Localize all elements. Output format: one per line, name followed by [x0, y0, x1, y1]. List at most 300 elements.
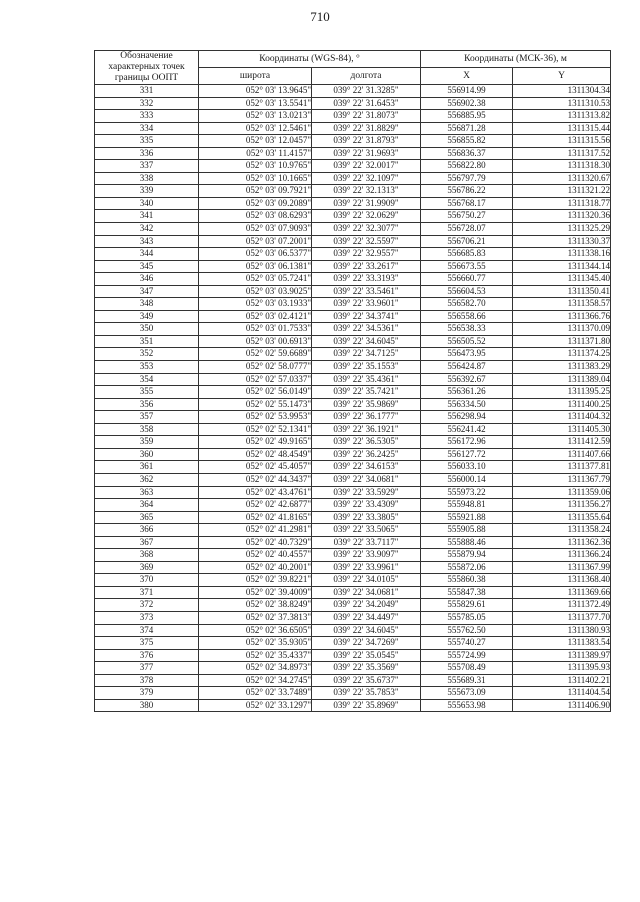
y-coordinate-cell: 1311320.67	[513, 172, 611, 185]
longitude-cell: 039° 22' 33.4309"	[312, 499, 421, 512]
x-coordinate-cell: 555905.88	[421, 524, 513, 537]
point-number-cell: 340	[95, 197, 199, 210]
table-row	[95, 561, 611, 574]
point-number-cell: 348	[95, 298, 199, 311]
point-number-cell: 339	[95, 185, 199, 198]
latitude-cell: 052° 02' 35.4337"	[199, 649, 312, 662]
y-coordinate-cell: 1311371.80	[513, 335, 611, 348]
table-row	[95, 624, 611, 637]
x-coordinate-cell: 555689.31	[421, 674, 513, 687]
longitude-cell: 039° 22' 33.3193"	[312, 273, 421, 286]
y-coordinate-cell: 1311404.54	[513, 687, 611, 700]
point-number-cell: 365	[95, 511, 199, 524]
longitude-cell: 039° 22' 35.8969"	[312, 699, 421, 712]
point-number-cell: 349	[95, 310, 199, 323]
x-coordinate-cell: 556673.55	[421, 260, 513, 273]
longitude-cell: 039° 22' 31.9693"	[312, 147, 421, 160]
y-coordinate-cell: 1311358.24	[513, 524, 611, 537]
table-row	[95, 348, 611, 361]
longitude-cell: 039° 22' 34.0681"	[312, 473, 421, 486]
table-row	[95, 674, 611, 687]
page-number: 710	[310, 9, 330, 24]
latitude-cell: 052° 03' 00.6913"	[199, 335, 312, 348]
table-row	[95, 97, 611, 110]
latitude-cell: 052° 02' 33.1297"	[199, 699, 312, 712]
latitude-cell: 052° 03' 12.5461"	[199, 122, 312, 135]
longitude-cell: 039° 22' 32.1097"	[312, 172, 421, 185]
y-coordinate-cell: 1311407.66	[513, 448, 611, 461]
point-number-cell: 351	[95, 335, 199, 348]
y-coordinate-cell: 1311313.82	[513, 110, 611, 123]
latitude-cell: 052° 03' 12.0457"	[199, 135, 312, 148]
latitude-cell: 052° 03' 08.6293"	[199, 210, 312, 223]
point-number-cell: 352	[95, 348, 199, 361]
point-number-cell: 370	[95, 574, 199, 587]
longitude-cell: 039° 22' 34.2049"	[312, 599, 421, 612]
x-coordinate-cell: 556855.82	[421, 135, 513, 148]
point-number-cell: 376	[95, 649, 199, 662]
point-number-cell: 336	[95, 147, 199, 160]
point-number-cell: 377	[95, 662, 199, 675]
point-number-cell: 338	[95, 172, 199, 185]
longitude-cell: 039° 22' 33.7117"	[312, 536, 421, 549]
table-row	[95, 160, 611, 173]
table-row	[95, 197, 611, 210]
table-row	[95, 611, 611, 624]
table-row	[95, 423, 611, 436]
x-coordinate-cell: 555829.61	[421, 599, 513, 612]
table-row	[95, 335, 611, 348]
x-coordinate-cell: 555888.46	[421, 536, 513, 549]
latitude-cell: 052° 03' 02.4121"	[199, 310, 312, 323]
x-coordinate-cell: 556706.21	[421, 235, 513, 248]
header-point-designation: Обозначение характерных точек границы ООПТ	[95, 51, 199, 85]
latitude-cell: 052° 02' 37.3813"	[199, 611, 312, 624]
longitude-cell: 039° 22' 36.1777"	[312, 411, 421, 424]
longitude-cell: 039° 22' 36.5305"	[312, 436, 421, 449]
x-coordinate-cell: 556728.07	[421, 223, 513, 236]
table-row	[95, 361, 611, 374]
y-coordinate-cell: 1311377.70	[513, 611, 611, 624]
longitude-cell: 039° 22' 31.8073"	[312, 110, 421, 123]
latitude-cell: 052° 02' 45.4057"	[199, 461, 312, 474]
y-coordinate-cell: 1311344.14	[513, 260, 611, 273]
point-number-cell: 362	[95, 473, 199, 486]
latitude-cell: 052° 02' 53.9953"	[199, 411, 312, 424]
point-number-cell: 356	[95, 398, 199, 411]
latitude-cell: 052° 02' 34.2745"	[199, 674, 312, 687]
table-row	[95, 147, 611, 160]
longitude-cell: 039° 22' 35.6737"	[312, 674, 421, 687]
y-coordinate-cell: 1311400.25	[513, 398, 611, 411]
longitude-cell: 039° 22' 34.3741"	[312, 310, 421, 323]
point-number-cell: 357	[95, 411, 199, 424]
point-number-cell: 372	[95, 599, 199, 612]
longitude-cell: 039° 22' 34.7125"	[312, 348, 421, 361]
longitude-cell: 039° 22' 32.9557"	[312, 248, 421, 261]
x-coordinate-cell: 556836.37	[421, 147, 513, 160]
longitude-cell: 039° 22' 33.9097"	[312, 549, 421, 562]
latitude-cell: 052° 02' 38.8249"	[199, 599, 312, 612]
y-coordinate-cell: 1311321.22	[513, 185, 611, 198]
latitude-cell: 052° 02' 42.6877"	[199, 499, 312, 512]
latitude-cell: 052° 03' 13.0213"	[199, 110, 312, 123]
x-coordinate-cell: 556000.14	[421, 473, 513, 486]
longitude-cell: 039° 22' 36.2425"	[312, 448, 421, 461]
x-coordinate-cell: 556822.80	[421, 160, 513, 173]
y-coordinate-cell: 1311377.81	[513, 461, 611, 474]
latitude-cell: 052° 03' 09.7921"	[199, 185, 312, 198]
x-coordinate-cell: 555879.94	[421, 549, 513, 562]
table-row	[95, 85, 611, 98]
latitude-cell: 052° 02' 41.8165"	[199, 511, 312, 524]
y-coordinate-cell: 1311370.09	[513, 323, 611, 336]
point-number-cell: 368	[95, 549, 199, 562]
y-coordinate-cell: 1311359.06	[513, 486, 611, 499]
header-longitude: долгота	[312, 68, 421, 85]
latitude-cell: 052° 02' 58.0777"	[199, 361, 312, 374]
x-coordinate-cell: 556127.72	[421, 448, 513, 461]
y-coordinate-cell: 1311406.90	[513, 699, 611, 712]
point-number-cell: 345	[95, 260, 199, 273]
table-row	[95, 310, 611, 323]
longitude-cell: 039° 22' 32.5597"	[312, 235, 421, 248]
point-number-cell: 359	[95, 436, 199, 449]
point-number-cell: 354	[95, 373, 199, 386]
latitude-cell: 052° 02' 55.1473"	[199, 398, 312, 411]
table-row	[95, 461, 611, 474]
y-coordinate-cell: 1311383.54	[513, 637, 611, 650]
latitude-cell: 052° 02' 35.9305"	[199, 637, 312, 650]
y-coordinate-cell: 1311367.79	[513, 473, 611, 486]
y-coordinate-cell: 1311380.93	[513, 624, 611, 637]
longitude-cell: 039° 22' 33.2617"	[312, 260, 421, 273]
table-row	[95, 323, 611, 336]
longitude-cell: 039° 22' 33.5065"	[312, 524, 421, 537]
y-coordinate-cell: 1311367.99	[513, 561, 611, 574]
table-row	[95, 549, 611, 562]
longitude-cell: 039° 22' 35.7421"	[312, 386, 421, 399]
y-coordinate-cell: 1311350.41	[513, 285, 611, 298]
y-coordinate-cell: 1311389.04	[513, 373, 611, 386]
longitude-cell: 039° 22' 31.6453"	[312, 97, 421, 110]
point-number-cell: 342	[95, 223, 199, 236]
table-row	[95, 411, 611, 424]
table-row	[95, 110, 611, 123]
y-coordinate-cell: 1311362.36	[513, 536, 611, 549]
longitude-cell: 039° 22' 34.4497"	[312, 611, 421, 624]
latitude-cell: 052° 03' 05.7241"	[199, 273, 312, 286]
x-coordinate-cell: 556582.70	[421, 298, 513, 311]
latitude-cell: 052° 02' 34.8973"	[199, 662, 312, 675]
y-coordinate-cell: 1311374.25	[513, 348, 611, 361]
longitude-cell: 039° 22' 32.1313"	[312, 185, 421, 198]
table-row	[95, 448, 611, 461]
point-number-cell: 334	[95, 122, 199, 135]
y-coordinate-cell: 1311389.97	[513, 649, 611, 662]
table-body	[95, 85, 611, 712]
x-coordinate-cell: 556172.96	[421, 436, 513, 449]
latitude-cell: 052° 03' 01.7533"	[199, 323, 312, 336]
point-number-cell: 360	[95, 448, 199, 461]
latitude-cell: 052° 02' 52.1341"	[199, 423, 312, 436]
y-coordinate-cell: 1311369.66	[513, 586, 611, 599]
table-row	[95, 273, 611, 286]
header-y: Y	[513, 68, 611, 85]
table-row	[95, 586, 611, 599]
latitude-cell: 052° 03' 13.9645"	[199, 85, 312, 98]
latitude-cell: 052° 03' 03.1933"	[199, 298, 312, 311]
x-coordinate-cell: 556334.50	[421, 398, 513, 411]
point-number-cell: 335	[95, 135, 199, 148]
y-coordinate-cell: 1311310.53	[513, 97, 611, 110]
latitude-cell: 052° 02' 41.2981"	[199, 524, 312, 537]
x-coordinate-cell: 556768.17	[421, 197, 513, 210]
longitude-cell: 039° 22' 32.0017"	[312, 160, 421, 173]
x-coordinate-cell: 556241.42	[421, 423, 513, 436]
y-coordinate-cell: 1311395.93	[513, 662, 611, 675]
point-number-cell: 332	[95, 97, 199, 110]
longitude-cell: 039° 22' 34.6045"	[312, 624, 421, 637]
x-coordinate-cell: 556473.95	[421, 348, 513, 361]
table-row	[95, 298, 611, 311]
table-row	[95, 185, 611, 198]
coordinates-table	[94, 50, 611, 712]
table-row	[95, 524, 611, 537]
y-coordinate-cell: 1311412.59	[513, 436, 611, 449]
point-number-cell: 344	[95, 248, 199, 261]
x-coordinate-cell: 556885.95	[421, 110, 513, 123]
point-number-cell: 361	[95, 461, 199, 474]
longitude-cell: 039° 22' 33.5461"	[312, 285, 421, 298]
y-coordinate-cell: 1311358.57	[513, 298, 611, 311]
longitude-cell: 039° 22' 34.6045"	[312, 335, 421, 348]
longitude-cell: 039° 22' 33.9961"	[312, 561, 421, 574]
point-number-cell: 374	[95, 624, 199, 637]
y-coordinate-cell: 1311395.25	[513, 386, 611, 399]
point-number-cell: 367	[95, 536, 199, 549]
latitude-cell: 052° 03' 13.5541"	[199, 97, 312, 110]
latitude-cell: 052° 02' 33.7489"	[199, 687, 312, 700]
table-row	[95, 511, 611, 524]
table-row	[95, 248, 611, 261]
x-coordinate-cell: 556392.67	[421, 373, 513, 386]
latitude-cell: 052° 02' 39.4009"	[199, 586, 312, 599]
longitude-cell: 039° 22' 35.3569"	[312, 662, 421, 675]
point-number-cell: 364	[95, 499, 199, 512]
point-number-cell: 371	[95, 586, 199, 599]
point-number-cell: 350	[95, 323, 199, 336]
latitude-cell: 052° 03' 11.4157"	[199, 147, 312, 160]
point-number-cell: 366	[95, 524, 199, 537]
x-coordinate-cell: 556786.22	[421, 185, 513, 198]
table-row	[95, 172, 611, 185]
point-number-cell: 333	[95, 110, 199, 123]
latitude-cell: 052° 02' 48.4549"	[199, 448, 312, 461]
longitude-cell: 039° 22' 34.5361"	[312, 323, 421, 336]
y-coordinate-cell: 1311383.29	[513, 361, 611, 374]
x-coordinate-cell: 556424.87	[421, 361, 513, 374]
point-number-cell: 346	[95, 273, 199, 286]
x-coordinate-cell: 556505.52	[421, 335, 513, 348]
x-coordinate-cell: 556604.53	[421, 285, 513, 298]
y-coordinate-cell: 1311317.52	[513, 147, 611, 160]
x-coordinate-cell: 555653.98	[421, 699, 513, 712]
table-row	[95, 235, 611, 248]
point-number-cell: 369	[95, 561, 199, 574]
point-number-cell: 355	[95, 386, 199, 399]
latitude-cell: 052° 02' 44.3437"	[199, 473, 312, 486]
table-row	[95, 436, 611, 449]
point-number-cell: 347	[95, 285, 199, 298]
latitude-cell: 052° 02' 40.4557"	[199, 549, 312, 562]
y-coordinate-cell: 1311318.30	[513, 160, 611, 173]
x-coordinate-cell: 555785.05	[421, 611, 513, 624]
table-row	[95, 536, 611, 549]
longitude-cell: 039° 22' 34.0681"	[312, 586, 421, 599]
latitude-cell: 052° 02' 40.2001"	[199, 561, 312, 574]
y-coordinate-cell: 1311405.30	[513, 423, 611, 436]
y-coordinate-cell: 1311355.64	[513, 511, 611, 524]
latitude-cell: 052° 02' 40.7329"	[199, 536, 312, 549]
table-row	[95, 599, 611, 612]
y-coordinate-cell: 1311320.36	[513, 210, 611, 223]
x-coordinate-cell: 555973.22	[421, 486, 513, 499]
x-coordinate-cell: 556033.10	[421, 461, 513, 474]
longitude-cell: 039° 22' 35.0545"	[312, 649, 421, 662]
x-coordinate-cell: 556361.26	[421, 386, 513, 399]
latitude-cell: 052° 02' 59.6689"	[199, 348, 312, 361]
y-coordinate-cell: 1311345.40	[513, 273, 611, 286]
table-row	[95, 260, 611, 273]
x-coordinate-cell: 556298.94	[421, 411, 513, 424]
x-coordinate-cell: 556871.28	[421, 122, 513, 135]
point-number-cell: 358	[95, 423, 199, 436]
table-row	[95, 574, 611, 587]
latitude-cell: 052° 03' 06.1381"	[199, 260, 312, 273]
longitude-cell: 039° 22' 33.5929"	[312, 486, 421, 499]
y-coordinate-cell: 1311315.44	[513, 122, 611, 135]
x-coordinate-cell: 556902.38	[421, 97, 513, 110]
x-coordinate-cell: 556750.27	[421, 210, 513, 223]
longitude-cell: 039° 22' 31.9909"	[312, 197, 421, 210]
x-coordinate-cell: 555708.49	[421, 662, 513, 675]
longitude-cell: 039° 22' 34.7269"	[312, 637, 421, 650]
longitude-cell: 039° 22' 36.1921"	[312, 423, 421, 436]
y-coordinate-cell: 1311402.21	[513, 674, 611, 687]
table-row	[95, 122, 611, 135]
table-row	[95, 473, 611, 486]
table-row	[95, 687, 611, 700]
longitude-cell: 039° 22' 33.3805"	[312, 511, 421, 524]
x-coordinate-cell: 555847.38	[421, 586, 513, 599]
x-coordinate-cell: 556685.83	[421, 248, 513, 261]
table-row	[95, 386, 611, 399]
table-row	[95, 210, 611, 223]
table-row	[95, 285, 611, 298]
latitude-cell: 052° 03' 07.2001"	[199, 235, 312, 248]
latitude-cell: 052° 03' 06.5377"	[199, 248, 312, 261]
longitude-cell: 039° 22' 32.3077"	[312, 223, 421, 236]
latitude-cell: 052° 02' 57.0337"	[199, 373, 312, 386]
y-coordinate-cell: 1311325.29	[513, 223, 611, 236]
table-row	[95, 398, 611, 411]
x-coordinate-cell: 556558.66	[421, 310, 513, 323]
y-coordinate-cell: 1311338.16	[513, 248, 611, 261]
header-msk36-coordinates: Координаты (МСК-36), м	[421, 51, 611, 68]
x-coordinate-cell: 556914.99	[421, 85, 513, 98]
x-coordinate-cell: 555921.88	[421, 511, 513, 524]
y-coordinate-cell: 1311366.76	[513, 310, 611, 323]
point-number-cell: 363	[95, 486, 199, 499]
y-coordinate-cell: 1311304.34	[513, 85, 611, 98]
latitude-cell: 052° 02' 36.6505"	[199, 624, 312, 637]
table-row	[95, 135, 611, 148]
x-coordinate-cell: 555673.09	[421, 687, 513, 700]
table-row	[95, 499, 611, 512]
x-coordinate-cell: 555724.99	[421, 649, 513, 662]
y-coordinate-cell: 1311368.40	[513, 574, 611, 587]
latitude-cell: 052° 02' 56.0149"	[199, 386, 312, 399]
table-row	[95, 662, 611, 675]
latitude-cell: 052° 03' 10.1665"	[199, 172, 312, 185]
point-number-cell: 375	[95, 637, 199, 650]
longitude-cell: 039° 22' 32.0629"	[312, 210, 421, 223]
longitude-cell: 039° 22' 31.8793"	[312, 135, 421, 148]
point-number-cell: 343	[95, 235, 199, 248]
x-coordinate-cell: 556538.33	[421, 323, 513, 336]
point-number-cell: 379	[95, 687, 199, 700]
latitude-cell: 052° 02' 39.8221"	[199, 574, 312, 587]
longitude-cell: 039° 22' 35.4361"	[312, 373, 421, 386]
table-row	[95, 223, 611, 236]
x-coordinate-cell: 556660.77	[421, 273, 513, 286]
longitude-cell: 039° 22' 33.9601"	[312, 298, 421, 311]
y-coordinate-cell: 1311404.32	[513, 411, 611, 424]
longitude-cell: 039° 22' 35.1553"	[312, 361, 421, 374]
longitude-cell: 039° 22' 34.0105"	[312, 574, 421, 587]
point-number-cell: 331	[95, 85, 199, 98]
y-coordinate-cell: 1311372.49	[513, 599, 611, 612]
point-number-cell: 378	[95, 674, 199, 687]
x-coordinate-cell: 555740.27	[421, 637, 513, 650]
latitude-cell: 052° 02' 49.9165"	[199, 436, 312, 449]
y-coordinate-cell: 1311330.37	[513, 235, 611, 248]
table-row	[95, 637, 611, 650]
header-wgs84-coordinates: Координаты (WGS-84), °	[199, 51, 421, 68]
y-coordinate-cell: 1311318.77	[513, 197, 611, 210]
point-number-cell: 337	[95, 160, 199, 173]
longitude-cell: 039° 22' 34.6153"	[312, 461, 421, 474]
point-number-cell: 353	[95, 361, 199, 374]
table-row	[95, 649, 611, 662]
header-x: X	[421, 68, 513, 85]
longitude-cell: 039° 22' 35.9869"	[312, 398, 421, 411]
y-coordinate-cell: 1311366.24	[513, 549, 611, 562]
longitude-cell: 039° 22' 31.8829"	[312, 122, 421, 135]
latitude-cell: 052° 03' 07.9093"	[199, 223, 312, 236]
longitude-cell: 039° 22' 31.3285"	[312, 85, 421, 98]
point-number-cell: 373	[95, 611, 199, 624]
latitude-cell: 052° 03' 10.9765"	[199, 160, 312, 173]
x-coordinate-cell: 555860.38	[421, 574, 513, 587]
table-row	[95, 699, 611, 712]
table-row	[95, 486, 611, 499]
x-coordinate-cell: 555872.06	[421, 561, 513, 574]
latitude-cell: 052° 03' 03.9025"	[199, 285, 312, 298]
latitude-cell: 052° 02' 43.4761"	[199, 486, 312, 499]
table-row	[95, 373, 611, 386]
